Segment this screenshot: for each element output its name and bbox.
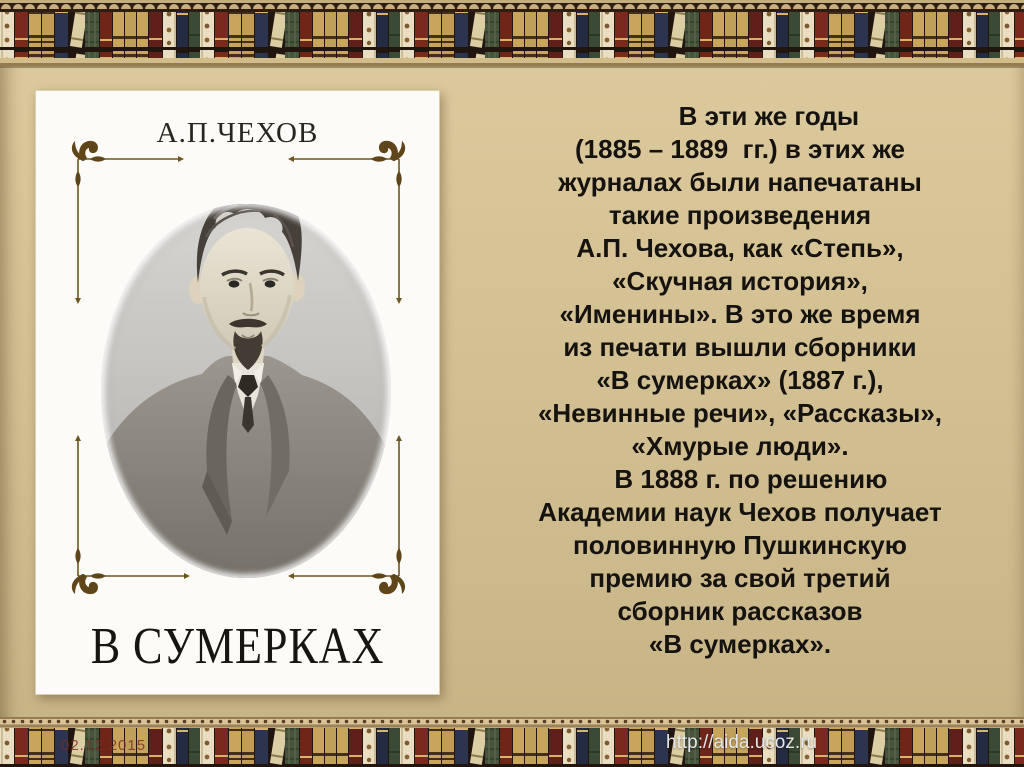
slide-text-block: [448, 100, 1024, 661]
body-text-line: такие произведения: [608, 200, 872, 230]
body-text-line: А.П. Чехова, как «Степь»,: [576, 233, 904, 263]
body-text-line: сборник рассказов: [617, 596, 863, 626]
book-cover-card: [35, 90, 440, 695]
body-text-line: премию за свой третий: [589, 563, 891, 593]
body-text-line: (1885 – 1889 гг.) в этих же: [574, 134, 906, 164]
site-url-link[interactable]: http://aida.ucoz.ru: [666, 732, 818, 753]
body-text-line: «Именины». В это же время: [559, 299, 921, 329]
date-label: 02.12.2015: [61, 737, 147, 754]
book-cover-title: В СУМЕРКАХ: [90, 618, 385, 675]
body-text-line: «В сумерках» (1887 г.),: [596, 365, 884, 395]
body-text-line: «Скучная история»,: [612, 266, 868, 296]
body-text-line: «В сумерках».: [648, 629, 832, 659]
chekhov-portrait-image: [36, 91, 441, 696]
body-text-line: «Невинные речи», «Рассказы»,: [537, 398, 943, 428]
body-text-line: Академии наук Чехов получает: [538, 497, 942, 527]
book-cover-author: А.П.ЧЕХОВ: [156, 117, 319, 149]
body-text-line: В эти же годы: [620, 101, 860, 131]
bookshelf-border-top: [0, 0, 1024, 68]
body-text-line: журналах были напечатаны: [558, 167, 922, 197]
body-text-line: половинную Пушкинскую: [573, 530, 907, 560]
bookshelf-border-bottom: [0, 717, 1024, 767]
body-text-line: «Хмурые люди».: [631, 431, 849, 461]
body-text-line: из печати вышли сборники: [563, 332, 917, 362]
body-text-line: В 1888 г. по решению: [592, 464, 888, 494]
